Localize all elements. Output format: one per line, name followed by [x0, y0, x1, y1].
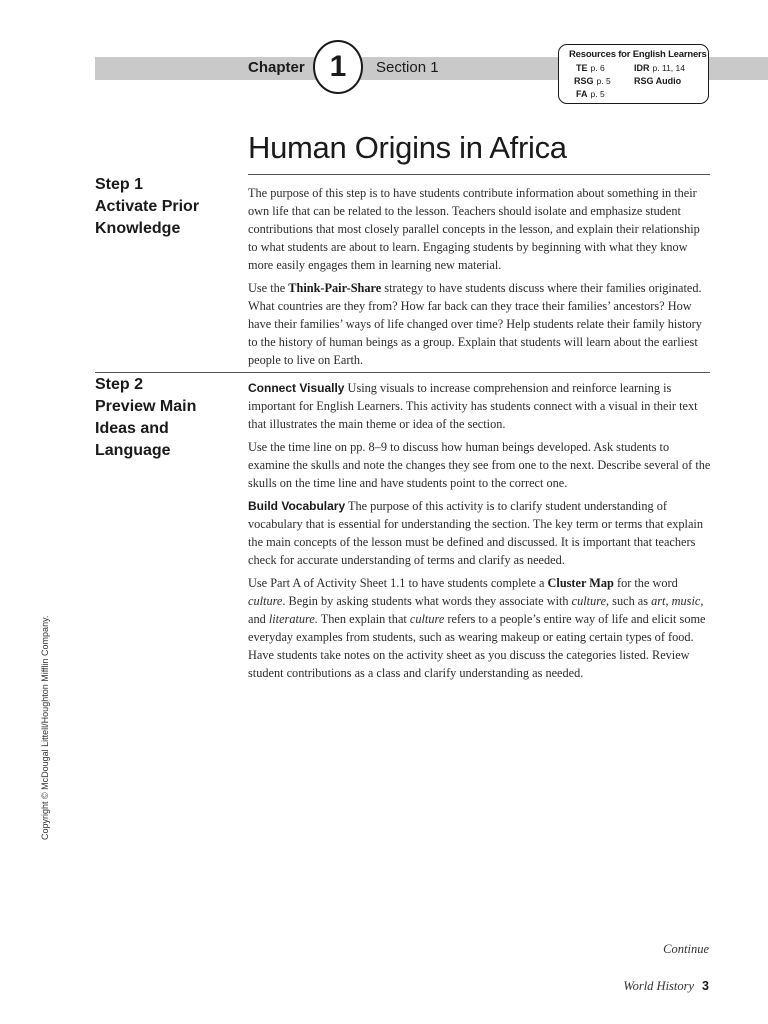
page-footer [623, 979, 709, 994]
step1-body [248, 184, 712, 374]
step2-heading-line: Ideas and [95, 420, 169, 437]
timeline-paragraph: Use the time line on pp. 8–9 to discuss how human beings developed. Ask students to examine the skulls and note the changes they see from one to the next. Describe several of the skulls on the time line and have students point to the correct one. [248, 440, 711, 490]
page-title: Human Origins in Africa [248, 130, 567, 165]
copyright-notice: Copyright © McDougal Littell/Houghton Mifflin Company. [40, 615, 50, 840]
step2-heading [95, 374, 235, 462]
step1-heading-line: Activate Prior [95, 198, 200, 215]
part-a-paragraph: Use Part A of Activity Sheet 1.1 to have students complete a Cluster Map for the word culture. Begin by asking students what words they associate with culture, such as art, music, and literature. Then explain that culture refers to a people’s entire way of life and elicit some everyday examples from students, such as wearing makeup or eating certain types of food. Have students take notes on the activity sheet as you discuss the categories listed. Review student contributions as a class and clarify understanding as needed. [248, 576, 706, 680]
step1-heading [95, 174, 235, 240]
continue-label: Continue [663, 942, 709, 956]
book-title: World History [623, 979, 695, 993]
chapter-label: Chapter [248, 59, 305, 76]
build-vocabulary-paragraph: Build Vocabulary The purpose of this activity is to clarify student understanding of vocabulary that is essential for understanding the section. The key term or terms that explain the main concepts of the lesson must be defined and discussed. It is important that teachers check for accurate understanding of terms and clarify as needed. [248, 499, 703, 567]
resources-title: Resources for English Learners [569, 49, 707, 60]
step1-paragraph: Use the Think-Pair-Share strategy to have students discuss where their families originated. What countries are they from? How far back can they trace their families’ ancestors? How have their families’ ways of life changed over time? Help students relate their family history to the history of human beings as a group. Explain that students will learn about the earliest people to live on Earth. [248, 281, 702, 367]
resource-item: RSG p. 5 [574, 76, 611, 86]
section-label: Section 1 [376, 59, 439, 76]
page-number: 3 [702, 979, 709, 993]
chapter-number: 1 [313, 40, 363, 94]
resource-item: IDR p. 11, 14 [634, 63, 685, 73]
step2-label: Step 2 [95, 376, 144, 393]
resources-box [558, 44, 709, 104]
connect-visually-paragraph: Connect Visually Using visuals to increase comprehension and reinforce learning is important for English Learners. This activity has students connect with a visual in their text that illustrates the main theme or idea of the section. [248, 381, 698, 431]
step1-label: Step 1 [95, 176, 144, 193]
step2-body [248, 379, 712, 687]
resource-item: FA p. 5 [576, 89, 605, 99]
step2-heading-line: Language [95, 442, 171, 459]
step-divider [95, 372, 710, 373]
step1-heading-line: Knowledge [95, 220, 181, 237]
resource-item: RSG Audio [634, 76, 682, 86]
step2-heading-line: Preview Main [95, 398, 197, 415]
title-rule [248, 174, 710, 175]
resource-item: TE p. 6 [576, 63, 605, 73]
step1-paragraph: The purpose of this step is to have students contribute information about something in their own life that can be related to the lesson. Teachers should isolate and emphasize student contributions that most closely parallel concepts in the lesson, and explain their relationship to what students are about to learn. Engaging students by beginning with what they know more easily engages them in learning new material. [248, 186, 700, 272]
